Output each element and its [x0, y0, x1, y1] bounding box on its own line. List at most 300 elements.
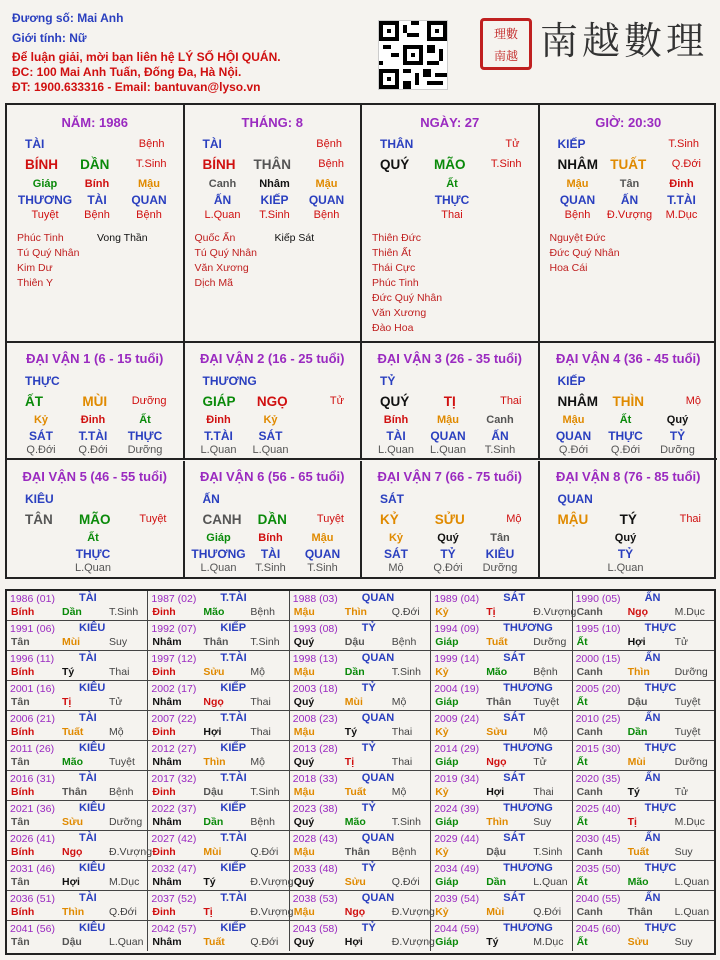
hidden-stem: Bính — [258, 532, 283, 544]
hidden-stage: Bệnh — [84, 209, 110, 221]
year-stem: Quý — [293, 876, 315, 888]
year-stem: Canh — [576, 666, 603, 678]
year-god: THỰC — [644, 922, 677, 934]
year-god: THƯƠNG — [503, 682, 553, 694]
year-stem: Ất — [576, 936, 588, 948]
year-branch: Tuất — [627, 846, 649, 858]
hidden-stem: Mậu — [562, 414, 585, 426]
hidden-stem: Quý — [614, 532, 637, 544]
year-branch: Hợi — [486, 786, 505, 798]
year-god: THƯƠNG — [503, 802, 553, 814]
year-god: KIẾP — [220, 742, 247, 754]
dai-van-title: ĐẠI VẬN 7 (66 - 75 tuổi) — [377, 469, 522, 484]
hidden-god: THƯƠNG — [191, 547, 246, 561]
year-stage: Thai — [391, 756, 413, 768]
year-cell — [431, 801, 572, 831]
year-god: THƯƠNG — [503, 742, 553, 754]
year-branch: Hợi — [627, 636, 646, 648]
year-cell — [7, 831, 153, 861]
year-god: KIÊU — [79, 862, 106, 874]
year-stage: Tử — [533, 756, 547, 768]
year-cell — [148, 921, 289, 951]
year-label: 1997 (12) — [151, 653, 197, 665]
year-cell — [431, 621, 572, 651]
year-stem: Quý — [293, 816, 315, 828]
year-branch: Thìn — [627, 666, 650, 678]
hidden-stem: Quý — [437, 532, 459, 544]
hidden-stem: Mậu — [315, 178, 338, 190]
year-stage: Dưỡng — [109, 816, 143, 828]
year-label: 2042 (57) — [151, 923, 197, 935]
year-stem: Ất — [576, 696, 588, 708]
year-label: 2006 (21) — [10, 713, 55, 725]
year-branch: Mùi — [627, 756, 646, 768]
year-stage: Tuyệt — [533, 696, 560, 708]
year-stem: Canh — [576, 906, 603, 918]
header — [0, 0, 720, 100]
year-stage: Đ.Vượng — [109, 846, 153, 858]
year-stage: Mộ — [533, 726, 548, 738]
year-stem: Giáp — [435, 936, 459, 948]
year-cell — [290, 891, 435, 921]
hidden-stage: Dưỡng — [482, 562, 518, 574]
year-stage: Q.Đới — [533, 906, 562, 918]
hidden-stage: Bệnh — [136, 209, 162, 221]
hidden-stem: Canh — [208, 178, 237, 190]
year-cell — [148, 891, 294, 921]
pillar-column — [7, 105, 185, 341]
hidden-god: THƯƠNG — [17, 193, 73, 207]
year-god: TỶ — [361, 802, 376, 814]
year-label: 1989 (04) — [434, 593, 480, 605]
hidden-god: THỰC — [434, 193, 470, 207]
hidden-stage: T.Sinh — [255, 562, 286, 574]
year-stem: Mậu — [293, 606, 315, 618]
year-cell — [573, 741, 714, 771]
year-god: KIÊU — [79, 742, 106, 754]
year-stage: Bệnh — [391, 846, 417, 858]
year-label: 2030 (45) — [575, 833, 621, 845]
dai-van-stem: ẤT — [25, 394, 43, 409]
hidden-stage: T.Sinh — [259, 209, 290, 221]
year-cell — [7, 621, 148, 651]
dai-van-title: ĐẠI VẬN 5 (46 - 55 tuổi) — [22, 469, 167, 484]
pillar-god: KIẾP — [557, 137, 586, 151]
year-stage: Đ.Vượng — [533, 606, 577, 618]
star-item: Thiên Đức — [372, 232, 422, 244]
hidden-stem: Tân — [619, 178, 640, 190]
pillar-column — [362, 105, 540, 341]
hidden-stage: M.Dục — [665, 209, 698, 221]
dai-van-branch: MÃO — [79, 512, 111, 527]
year-stem: Kỷ — [435, 846, 449, 858]
hidden-stage: L.Quan — [200, 562, 237, 574]
stars-list — [550, 231, 620, 276]
year-stem: Nhâm — [152, 696, 182, 708]
year-label: 2005 (20) — [575, 683, 621, 695]
year-god: TỶ — [361, 682, 376, 694]
hidden-stage: L.Quan — [74, 562, 112, 574]
year-stem: Giáp — [435, 816, 459, 828]
pillar-god: TÀI — [25, 137, 45, 151]
year-cell — [148, 771, 289, 801]
year-cell — [290, 591, 431, 621]
dai-van-cell — [540, 343, 718, 460]
star-item: Phúc Tinh — [372, 277, 419, 289]
year-label: 2014 (29) — [434, 743, 480, 755]
pillar-branch: TUẤT — [610, 157, 647, 172]
hidden-stem: Mậu — [437, 414, 459, 426]
year-god: TÀI — [79, 832, 97, 844]
year-cell — [7, 591, 148, 621]
year-label: 2044 (59) — [434, 923, 480, 935]
year-label: 1992 (07) — [151, 623, 197, 635]
hidden-stem: Mậu — [566, 178, 589, 190]
year-branch: Mùi — [203, 846, 222, 858]
year-god: QUAN — [361, 652, 395, 664]
year-branch: Thìn — [203, 756, 226, 768]
year-label: 1987 (02) — [151, 593, 197, 605]
hidden-stage: L.Quan — [377, 444, 415, 456]
dai-van-god: TỶ — [380, 374, 396, 388]
year-cell — [573, 621, 714, 651]
year-branch: Dậu — [344, 636, 365, 648]
hidden-god: THỰC — [608, 429, 643, 443]
year-branch: Mùi — [486, 906, 505, 918]
year-cell — [290, 681, 431, 711]
year-god: KIẾP — [220, 622, 247, 634]
year-branch: Dần — [344, 666, 365, 678]
year-branch: Mùi — [344, 696, 363, 708]
year-branch: Thìn — [62, 906, 85, 918]
dai-van-life: Dưỡng — [131, 395, 167, 407]
hidden-god: T.TÀI — [204, 429, 233, 443]
year-god: THƯƠNG — [503, 862, 553, 874]
year-label: 2025 (40) — [575, 803, 621, 815]
dai-van-life: Thai — [500, 395, 522, 407]
year-stage: L.Quan — [109, 936, 144, 948]
contact-line: Để luận giải, mời bạn liên hệ LÝ SỐ HỘI QUÁN. — [12, 50, 281, 64]
year-label: 1999 (14) — [434, 653, 480, 665]
year-stage: Thai — [533, 786, 554, 798]
hidden-stem: Ất — [619, 414, 632, 426]
year-god: QUAN — [361, 712, 395, 724]
hidden-stem: Giáp — [206, 532, 231, 544]
year-label: 2022 (37) — [151, 803, 197, 815]
year-god: T.TÀI — [220, 892, 247, 904]
hidden-stem: Mậu — [311, 532, 334, 544]
star-item: Tú Quý Nhân — [194, 247, 257, 259]
year-branch: Hợi — [344, 936, 363, 948]
year-stage: Tuyệt — [109, 756, 135, 768]
dai-van-table — [5, 343, 716, 579]
year-god: SÁT — [503, 832, 526, 844]
year-stem: Tân — [11, 816, 30, 828]
year-branch: Mão — [203, 606, 225, 618]
year-stem: Giáp — [435, 696, 459, 708]
hidden-god: T.TÀI — [667, 193, 696, 207]
year-branch: Dậu — [62, 936, 82, 948]
year-cell — [148, 801, 289, 831]
year-stem: Tân — [11, 756, 30, 768]
stars-list — [17, 231, 79, 291]
dai-van-life: Tuyệt — [316, 513, 344, 525]
year-branch: Thìn — [486, 816, 509, 828]
year-branch: Sửu — [203, 666, 225, 678]
hidden-stem: Đinh — [669, 178, 694, 190]
hidden-god: THỰC — [127, 429, 163, 443]
year-label: 2000 (15) — [575, 653, 621, 665]
year-branch: Dần — [627, 726, 648, 738]
year-cell — [290, 711, 431, 741]
hidden-god: TÀI — [260, 547, 281, 561]
stars-list — [195, 231, 257, 291]
year-label: 1996 (11) — [10, 653, 55, 665]
year-stage: T.Sinh — [533, 846, 563, 858]
year-stage: Tử — [674, 636, 689, 648]
dai-van-title: ĐẠI VẬN 4 (36 - 45 tuổi) — [556, 351, 701, 366]
dai-van-title: ĐẠI VẬN 3 (26 - 35 tuổi) — [377, 351, 522, 366]
year-branch: Dậu — [203, 786, 224, 798]
year-label: 1994 (09) — [434, 623, 480, 635]
pillar-stem: NHÂM — [557, 157, 598, 172]
hidden-god: THỰC — [75, 547, 111, 561]
year-stage: Mộ — [250, 756, 265, 768]
year-cell — [7, 711, 148, 741]
year-cell — [573, 861, 714, 891]
dai-van-god: THƯƠNG — [202, 374, 257, 388]
star-item: Đức Quý Nhân — [372, 292, 443, 304]
year-cell — [431, 921, 572, 951]
year-stage: Thai — [109, 666, 130, 678]
year-branch: Tuất — [344, 786, 367, 798]
year-label: 2023 (38) — [292, 803, 338, 815]
year-branch: Sửu — [627, 936, 649, 948]
year-god: KIÊU — [79, 922, 106, 934]
dai-van-stem: MẬU — [557, 512, 589, 527]
dai-van-title: ĐẠI VẬN 8 (76 - 85 tuổi) — [556, 469, 701, 484]
year-label: 2013 (28) — [292, 743, 338, 755]
year-stage: Tuyệt — [674, 726, 701, 738]
hidden-stem: Tân — [490, 532, 510, 544]
hidden-stem: Canh — [486, 414, 514, 426]
star-item: Kim Dư — [17, 262, 53, 274]
hidden-stem: Ất — [446, 178, 458, 190]
dai-van-cell — [362, 461, 540, 578]
year-label: 2010 (25) — [575, 713, 621, 725]
hidden-stage: L.Quan — [252, 444, 289, 456]
year-cell — [148, 741, 289, 771]
star-item: Phúc Tinh — [17, 232, 64, 244]
dai-van-god: KIÊU — [25, 492, 54, 506]
dai-van-branch: TỊ — [443, 394, 456, 409]
year-stage: Suy — [109, 636, 128, 648]
dai-van-branch: NGỌ — [256, 394, 288, 409]
year-stem: Tân — [11, 876, 30, 888]
year-stem: Đinh — [152, 786, 176, 798]
year-branch: Dậu — [627, 696, 648, 708]
year-god: QUAN — [361, 892, 395, 904]
year-stage: Bệnh — [250, 816, 275, 828]
pillar-god: THÂN — [380, 137, 414, 151]
pillar-stem: QUÝ — [380, 157, 410, 172]
star-item: Văn Xương — [372, 307, 427, 319]
star-item: Dịch Mã — [194, 277, 234, 289]
pillar-title: NGÀY: 27 — [420, 115, 480, 130]
year-cell — [431, 771, 572, 801]
year-stem: Nhâm — [152, 816, 182, 828]
year-label: 2037 (52) — [151, 893, 197, 905]
phone-email-line: ĐT: 1900.633316 - Email: bantuvan@lyso.vn — [12, 80, 261, 94]
year-branch: Tị — [62, 696, 72, 708]
year-god: THỰC — [644, 802, 677, 814]
seal-stamp: 理數 南越 — [480, 18, 532, 70]
year-cell — [573, 711, 714, 741]
star-item: Tú Quý Nhân — [17, 247, 80, 259]
year-stage: L.Quan — [533, 876, 568, 888]
year-label: 2034 (49) — [434, 863, 480, 875]
year-stem: Kỷ — [435, 906, 449, 918]
dai-van-life: Mộ — [506, 513, 522, 525]
star-item: Đức Quý Nhân — [549, 247, 620, 259]
year-branch: Dần — [203, 816, 224, 828]
year-god: TỶ — [361, 622, 376, 634]
hidden-god: TÀI — [87, 193, 107, 207]
year-god: KIẾP — [220, 862, 247, 874]
dai-van-cell — [362, 343, 540, 460]
star-item: Thiên Y — [17, 277, 53, 289]
year-branch: Thân — [486, 696, 512, 708]
hidden-god: QUAN — [559, 193, 596, 207]
year-stem: Canh — [576, 606, 603, 618]
year-cell — [431, 651, 572, 681]
hidden-stem: Ất — [139, 414, 151, 426]
hidden-god: ẤN — [491, 429, 509, 443]
star-item: Nguyệt Đức — [549, 232, 606, 244]
year-branch: Ngọ — [203, 696, 224, 708]
year-stem: Nhâm — [152, 936, 182, 948]
year-cell — [148, 621, 289, 651]
year-cell — [7, 891, 148, 921]
pillar-life: Q.Đới — [671, 158, 701, 170]
dai-van-life: Tuyệt — [139, 513, 167, 525]
year-label: 2001 (16) — [10, 683, 55, 695]
hidden-god: ẤN — [620, 193, 639, 207]
year-god: TÀI — [79, 772, 97, 784]
hidden-stem: Ất — [87, 532, 99, 544]
year-god: T.TÀI — [220, 712, 247, 724]
year-label: 2019 (34) — [434, 773, 480, 785]
dai-van-stem: QUÝ — [380, 394, 410, 409]
pillar-title: GIỜ: 20:30 — [595, 115, 662, 130]
year-stem: Quý — [293, 636, 315, 648]
year-stem: Bính — [11, 726, 35, 738]
hidden-god: TỶ — [617, 547, 634, 561]
year-cell — [290, 861, 431, 891]
year-stem: Kỷ — [435, 666, 449, 678]
year-cell — [148, 711, 289, 741]
year-god: ẤN — [644, 712, 661, 724]
year-label: 2043 (58) — [292, 923, 338, 935]
pillar-column — [540, 105, 718, 341]
hidden-god: QUAN — [555, 429, 592, 443]
year-label: 2031 (46) — [10, 863, 55, 875]
year-stem: Ất — [576, 636, 588, 648]
pillar-stage: T.Sinh — [668, 138, 699, 150]
year-stem: Tân — [11, 696, 30, 708]
year-branch: Thân — [344, 846, 370, 858]
year-stem: Ất — [576, 756, 588, 768]
qr-code — [378, 20, 448, 90]
year-god: KIẾP — [220, 922, 247, 934]
year-god: TỶ — [361, 862, 376, 874]
year-stage: Đ.Vượng — [250, 906, 294, 918]
pillar-title: THÁNG: 8 — [241, 115, 303, 130]
year-god: ẤN — [644, 592, 661, 604]
star-item: Đào Hoa — [372, 322, 414, 334]
year-stage: T.Sinh — [109, 606, 139, 618]
year-god: QUAN — [361, 592, 395, 604]
hidden-stage: T.Sinh — [484, 444, 516, 456]
year-label: 2004 (19) — [434, 683, 480, 695]
dai-van-cell — [7, 461, 185, 578]
year-label: 2033 (48) — [292, 863, 338, 875]
pillar-stage: Bệnh — [316, 138, 342, 150]
year-cell — [148, 681, 289, 711]
year-god: ẤN — [644, 772, 661, 784]
year-stem: Đinh — [152, 726, 176, 738]
year-branch: Thân — [203, 636, 229, 648]
hidden-stage: Dưỡng — [660, 444, 695, 456]
year-stage: Bệnh — [533, 666, 558, 678]
year-label: 1990 (05) — [575, 593, 621, 605]
year-branch: Tị — [344, 756, 355, 768]
dai-van-cell — [185, 461, 363, 578]
year-god: KIÊU — [79, 622, 106, 634]
hidden-stem: Bính — [383, 414, 409, 426]
stars-list-2 — [275, 231, 315, 246]
year-stem: Canh — [576, 846, 603, 858]
yearly-luck-table — [5, 589, 716, 955]
year-branch: Tý — [486, 936, 499, 948]
year-label: 2038 (53) — [292, 893, 338, 905]
year-branch: Hợi — [62, 876, 80, 888]
year-label: 2029 (44) — [434, 833, 480, 845]
hidden-god: TÀI — [386, 429, 406, 443]
dai-van-stem: NHÂM — [557, 394, 598, 409]
dai-van-stem: KỶ — [380, 512, 399, 527]
year-stem: Kỷ — [435, 786, 449, 798]
hidden-god: QUAN — [308, 193, 345, 207]
owner-name: Đương số: Mai Anh — [12, 11, 124, 25]
year-god: THỰC — [644, 682, 677, 694]
year-stage: Q.Đới — [391, 876, 420, 888]
year-cell — [148, 651, 289, 681]
hidden-god: SÁT — [258, 429, 283, 443]
year-stem: Quý — [293, 696, 315, 708]
year-stem: Nhâm — [152, 636, 182, 648]
year-stage: Tử — [109, 696, 123, 708]
pillar-stem: BÍNH — [25, 157, 58, 172]
year-label: 2009 (24) — [434, 713, 480, 725]
year-stem: Canh — [576, 786, 603, 798]
hidden-stage: Q.Đới — [433, 562, 463, 574]
year-branch: Tị — [203, 906, 213, 918]
dai-van-stem: CANH — [202, 512, 242, 527]
year-stem: Bính — [11, 666, 35, 678]
hidden-stage: Bệnh — [313, 209, 340, 221]
year-stage: M.Dục — [674, 606, 705, 618]
